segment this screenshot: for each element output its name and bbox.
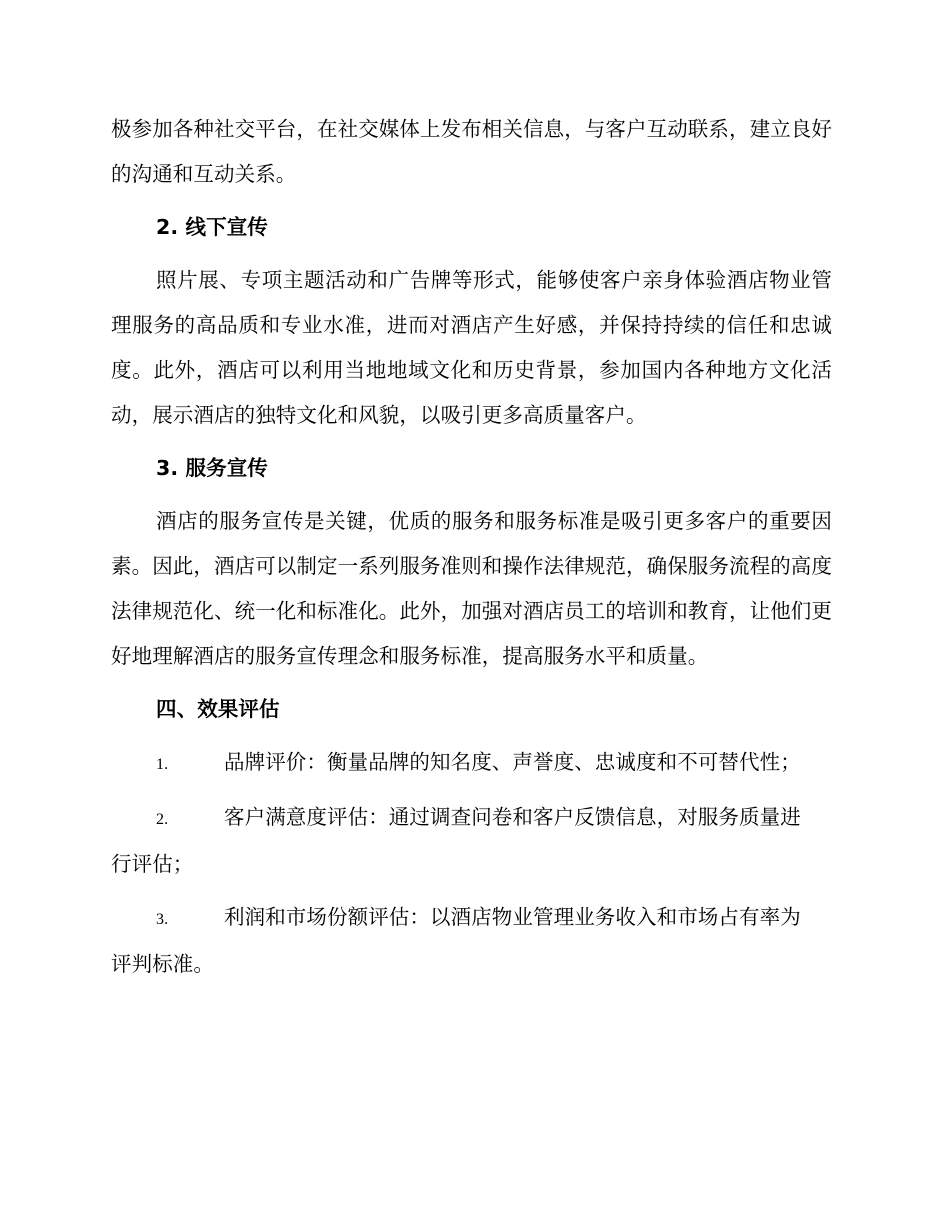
section-heading-service: 3. 服务宣传 [156,456,268,480]
section-body-service: 酒店的服务宣传是关键，优质的服务和服务标准是吸引更多客户的重要因素。因此，酒店可以制定一系列服务准则和操作法律规范，确保服务流程的高度法律规范化、统一化和标准化。此外，加强对酒店员工的培训和教育，让他们更好地理解酒店的服务宣传理念和服务标准，提高服务水平和质量。 [111,509,832,668]
list-item-text-continuation: 评判标准。 [111,952,214,976]
list-item-text: 利润和市场份额评估：以酒店物业管理业务收入和市场占有率为 [224,905,801,929]
list-item [111,895,832,987]
intro-continuation-paragraph: 极参加各种社交平台，在社交媒体上发布相关信息，与客户互动联系，建立良好的沟通和互动关系。 [111,117,832,186]
list-item-text: 品牌评价：衡量品牌的知名度、声誉度、忠诚度和不可替代性； [224,750,801,774]
list-item-number: 3. [156,911,169,928]
section-heading-offline: 2. 线下宣传 [156,215,268,239]
section-body-offline: 照片展、专项主题活动和广告牌等形式，能够使客户亲身体验酒店物业管理服务的高品质和专业水准，进而对酒店产生好感，并保持持续的信任和忠诚度。此外，酒店可以利用当地地域文化和历史背景，参加国内各种地方文化活动，展示酒店的独特文化和风貌，以吸引更多高质量客户。 [111,268,832,427]
list-item [111,740,832,787]
list-item-number: 1. [156,756,169,773]
list-item-number: 2. [156,811,169,828]
list-item-text: 客户满意度评估：通过调查问卷和客户反馈信息，对服务质量进 [224,805,801,829]
section-heading-evaluation: 四、效果评估 [156,697,280,721]
list-item-text-continuation: 行评估； [111,852,194,876]
list-item [111,795,832,887]
